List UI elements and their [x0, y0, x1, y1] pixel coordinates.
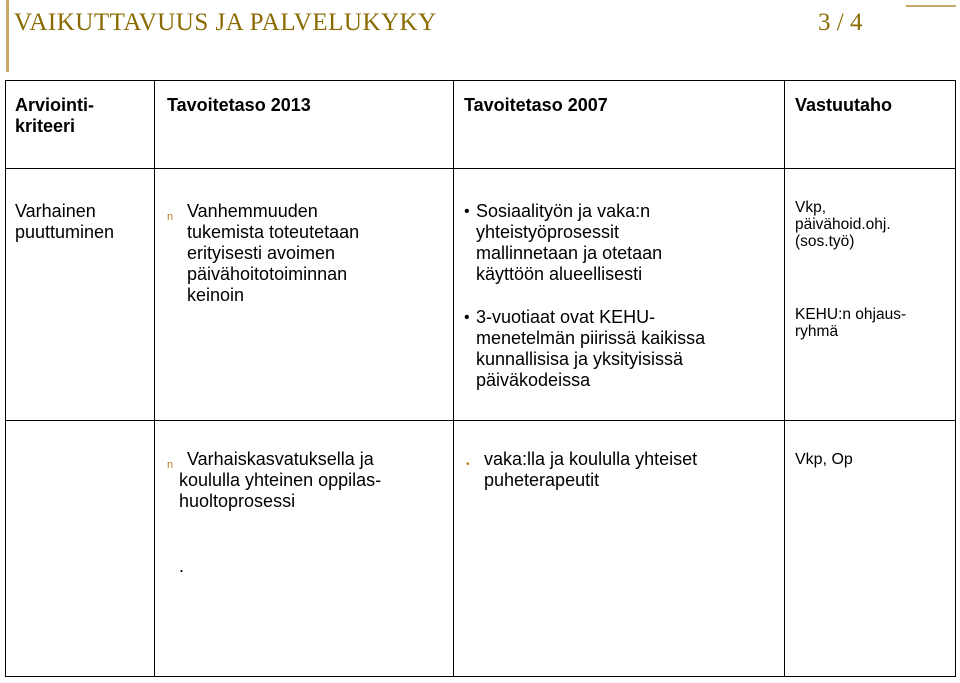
row1-goal-2007-item1: [464, 201, 776, 285]
header-goal-2013-label: Tavoitetaso 2013: [167, 95, 311, 115]
row2-goal-2007-line: puheterapeutit: [484, 470, 600, 490]
row1-responsible-item2: [795, 306, 947, 340]
row2-trailing-period: .: [179, 556, 185, 576]
title-bar: [6, 0, 956, 72]
row1-responsible-line: päivähoid.ohj.: [795, 216, 891, 233]
row1-goal-2007-line: 3-vuotiaat ovat KEHU-: [476, 307, 656, 327]
row1-goal-2007-line: yhteistyöprosessit: [476, 222, 620, 242]
title-left-rule: [6, 0, 9, 72]
row1-goal-2007-item2: [464, 307, 776, 391]
evaluation-table-container: [5, 80, 955, 677]
table-header-row: [6, 81, 956, 169]
row1-responsible: [785, 169, 956, 421]
row1-criterion-line2: puuttuminen: [15, 222, 115, 242]
header-goal-2013: [155, 81, 454, 169]
row2-criterion: [6, 421, 155, 677]
row2-goal-2013-item: [167, 449, 445, 512]
row1-goal-2007-line: Sosiaalityön ja vaka:n: [476, 201, 651, 221]
row2-goal-2007-item: [464, 449, 776, 491]
header-goal-2007-label: Tavoitetaso 2007: [464, 95, 608, 115]
page-number: 3 / 4: [818, 9, 863, 36]
header-criterion-line1: Arviointi-: [15, 95, 94, 115]
row1-goal-2013-item: [167, 201, 445, 306]
item-spacer: [795, 250, 947, 306]
row1-criterion: [6, 169, 155, 421]
row2-responsible-text: Vkp, Op: [795, 451, 853, 468]
row1-goal-2013: [155, 169, 454, 421]
row1-responsible-line: (sos.työ): [795, 233, 855, 250]
bullet-dot-icon: •: [466, 459, 470, 470]
bullet-marker: n: [167, 459, 174, 471]
table-row: [6, 169, 956, 421]
row1-goal-2013-line: erityisesti avoimen: [187, 243, 336, 263]
table-row: [6, 421, 956, 677]
row2-goal-2013-line: koululla yhteinen oppilas-: [179, 470, 382, 490]
row1-goal-2007: [454, 169, 785, 421]
row1-goal-2007-line: käyttöön alueellisesti: [476, 264, 643, 284]
header-responsible: [785, 81, 956, 169]
row2-responsible: [785, 421, 956, 677]
row1-responsible-line: Vkp,: [795, 199, 827, 216]
row1-goal-2007-line: menetelmän piirissä kaikissa: [476, 328, 706, 348]
row1-criterion-line1: Varhainen: [15, 201, 96, 221]
row1-goal-2007-line: mallinnetaan ja otetaan: [476, 243, 663, 263]
row1-responsible-line: ryhmä: [795, 323, 839, 340]
row1-goal-2007-line: kunnallisisa ja yksityisissä: [476, 349, 684, 369]
row1-goal-2013-line: keinoin: [187, 285, 245, 305]
header-goal-2007: [454, 81, 785, 169]
header-criterion: [6, 81, 155, 169]
header-criterion-line2: kriteeri: [15, 116, 76, 136]
row1-responsible-line: KEHU:n ohjaus-: [795, 306, 907, 323]
evaluation-table: [5, 80, 956, 677]
row2-goal-2007-line: vaka:lla ja koululla yhteiset: [484, 449, 698, 469]
bullet-marker: n: [167, 211, 174, 223]
row1-goal-2013-line: Vanhemmuuden: [187, 201, 318, 221]
bullet-dot-icon: •: [464, 203, 470, 220]
title-top-rule: [906, 5, 956, 7]
header-responsible-label: Vastuutaho: [795, 95, 893, 115]
row2-goal-2007: [454, 421, 785, 677]
bullet-dot-icon: •: [464, 309, 470, 326]
row1-goal-2013-line: tukemista toteutetaan: [187, 222, 360, 242]
row1-responsible-item1: [795, 199, 947, 250]
item-spacer: [464, 285, 776, 307]
row2-goal-2013-line: Varhaiskasvatuksella ja: [187, 449, 374, 469]
row1-goal-2013-line: päivähoitotoiminnan: [187, 264, 348, 284]
row2-goal-2013-line: huoltoprosessi: [179, 491, 296, 511]
row2-goal-2013: [155, 421, 454, 677]
row1-goal-2007-line: päiväkodeissa: [476, 370, 591, 390]
slide-title: VAIKUTTAVUUS JA PALVELUKYKY: [14, 9, 437, 36]
